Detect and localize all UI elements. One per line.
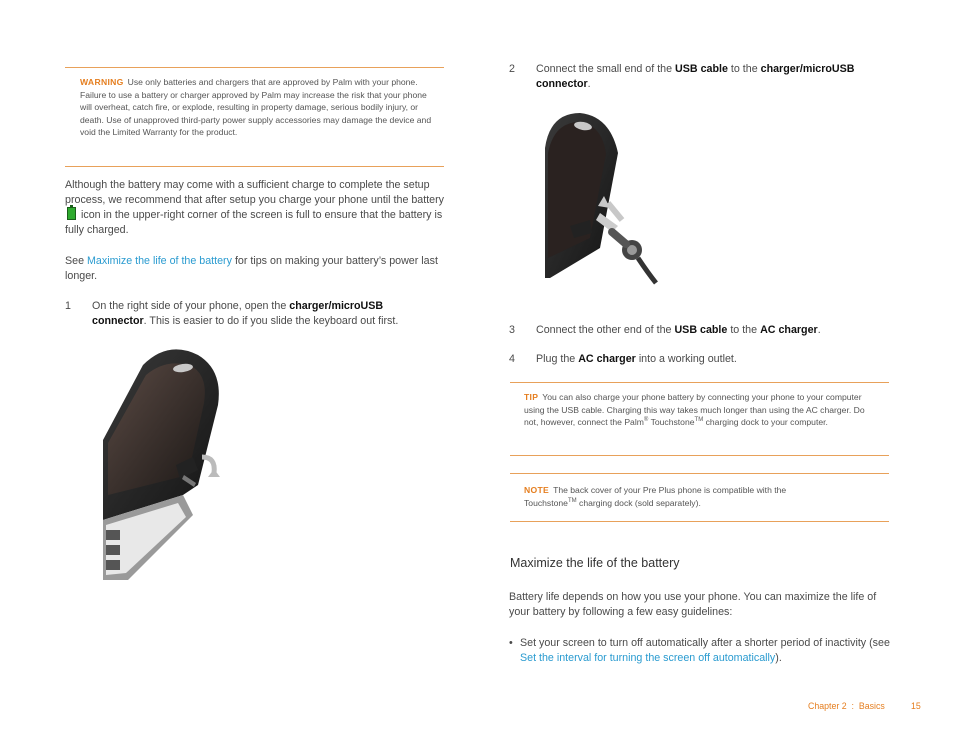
step-text: Connect the small end of the USB cable to the charger/microUSB connector.	[536, 63, 855, 90]
step-text: Plug the AC charger into a working outlet.	[536, 353, 737, 365]
tip-callout: TIP You can also charge your phone battery by connecting your phone to your computer using the USB cable. Charging this way takes much longer than using the AC charger. Do not, however, connect the Palm® Touchstone™ charging dock to your computer.	[524, 392, 865, 428]
warning-callout	[80, 76, 432, 139]
usb-cable-bold: USB cable	[674, 324, 728, 336]
battery-icon	[67, 207, 76, 220]
step-2	[509, 62, 889, 92]
phone-open-connector-illustration	[98, 345, 228, 580]
step-number: 1	[65, 300, 71, 312]
usb-cable-connect-illustration	[540, 108, 670, 288]
step-text: On the right side of your phone, open the charger/microUSB connector. This is easier to do if you slide the keyboard out first.	[92, 300, 399, 327]
warning-tag: WARNING	[80, 77, 124, 87]
intro-paragraph	[65, 178, 445, 237]
see-paragraph	[65, 254, 447, 283]
note-callout: NOTE The back cover of your Pre Plus phone is compatible with the Touchstone™ charging dock (sold separately).	[524, 485, 787, 508]
step-number: 2	[509, 63, 515, 75]
bullet-mark: •	[509, 637, 513, 649]
step-number: 3	[509, 324, 515, 336]
section-heading: Maximize the life of the battery	[510, 556, 680, 570]
section-body: Battery life depends on how you use your phone. You can maximize the life of your battery by following a few easy guidelines:	[509, 591, 877, 618]
note-tag: NOTE	[524, 485, 550, 495]
intro-text-2: icon in the upper-right corner of the screen is full to ensure that the battery is fully charged.	[65, 209, 443, 236]
screen-timeout-link[interactable]: Set the interval for turning the screen off automatically	[520, 651, 776, 664]
tip-bottom-rule	[510, 455, 889, 456]
see-prefix: See	[65, 255, 85, 267]
step-1	[65, 299, 425, 329]
tip-top-rule	[510, 382, 889, 383]
step-3	[509, 323, 889, 339]
footer-chapter: Chapter 2 : Basics	[808, 701, 885, 711]
bullet-item: • Set your screen to turn off automatically after a shorter period of inactivity (see Set the interval for turning the screen off automatically).	[509, 637, 890, 664]
ac-charger-bold: AC charger	[578, 353, 636, 365]
see-suffix: for tips on making your battery’s power last longer.	[65, 255, 438, 282]
warning-text: Use only batteries and chargers that are approved by Palm with your phone. Failure to use a battery or charger approved by Palm may increase the risk that your phone will overheat, catch fire, or explode, resulting in property damage, serious bodily injury, or death. Use of unapproved third-party power supply accessories may damage the device and void the Limited Warranty for the product.	[80, 77, 432, 138]
connector-bold-label: charger/microUSB connector	[92, 300, 384, 327]
usb-cable-bold: USB cable	[675, 63, 728, 75]
page-number: 15	[911, 701, 921, 711]
ac-charger-bold: AC charger	[760, 324, 818, 336]
step-4	[509, 352, 889, 368]
warning-top-rule	[65, 67, 444, 68]
tip-tag: TIP	[524, 392, 539, 402]
intro-text-1: Although the battery may come with a sufficient charge to complete the setup process, we recommend that after setup you charge your phone until the battery	[65, 179, 445, 206]
warning-bottom-rule	[65, 166, 444, 167]
step-number: 4	[509, 353, 515, 365]
maximize-battery-link[interactable]: Maximize the life of the battery	[87, 255, 232, 267]
note-top-rule	[510, 473, 889, 474]
step-text: Connect the other end of the USB cable to the AC charger.	[536, 324, 821, 336]
connector-bold: charger/microUSB connector	[536, 63, 855, 90]
note-bottom-rule	[510, 521, 889, 522]
